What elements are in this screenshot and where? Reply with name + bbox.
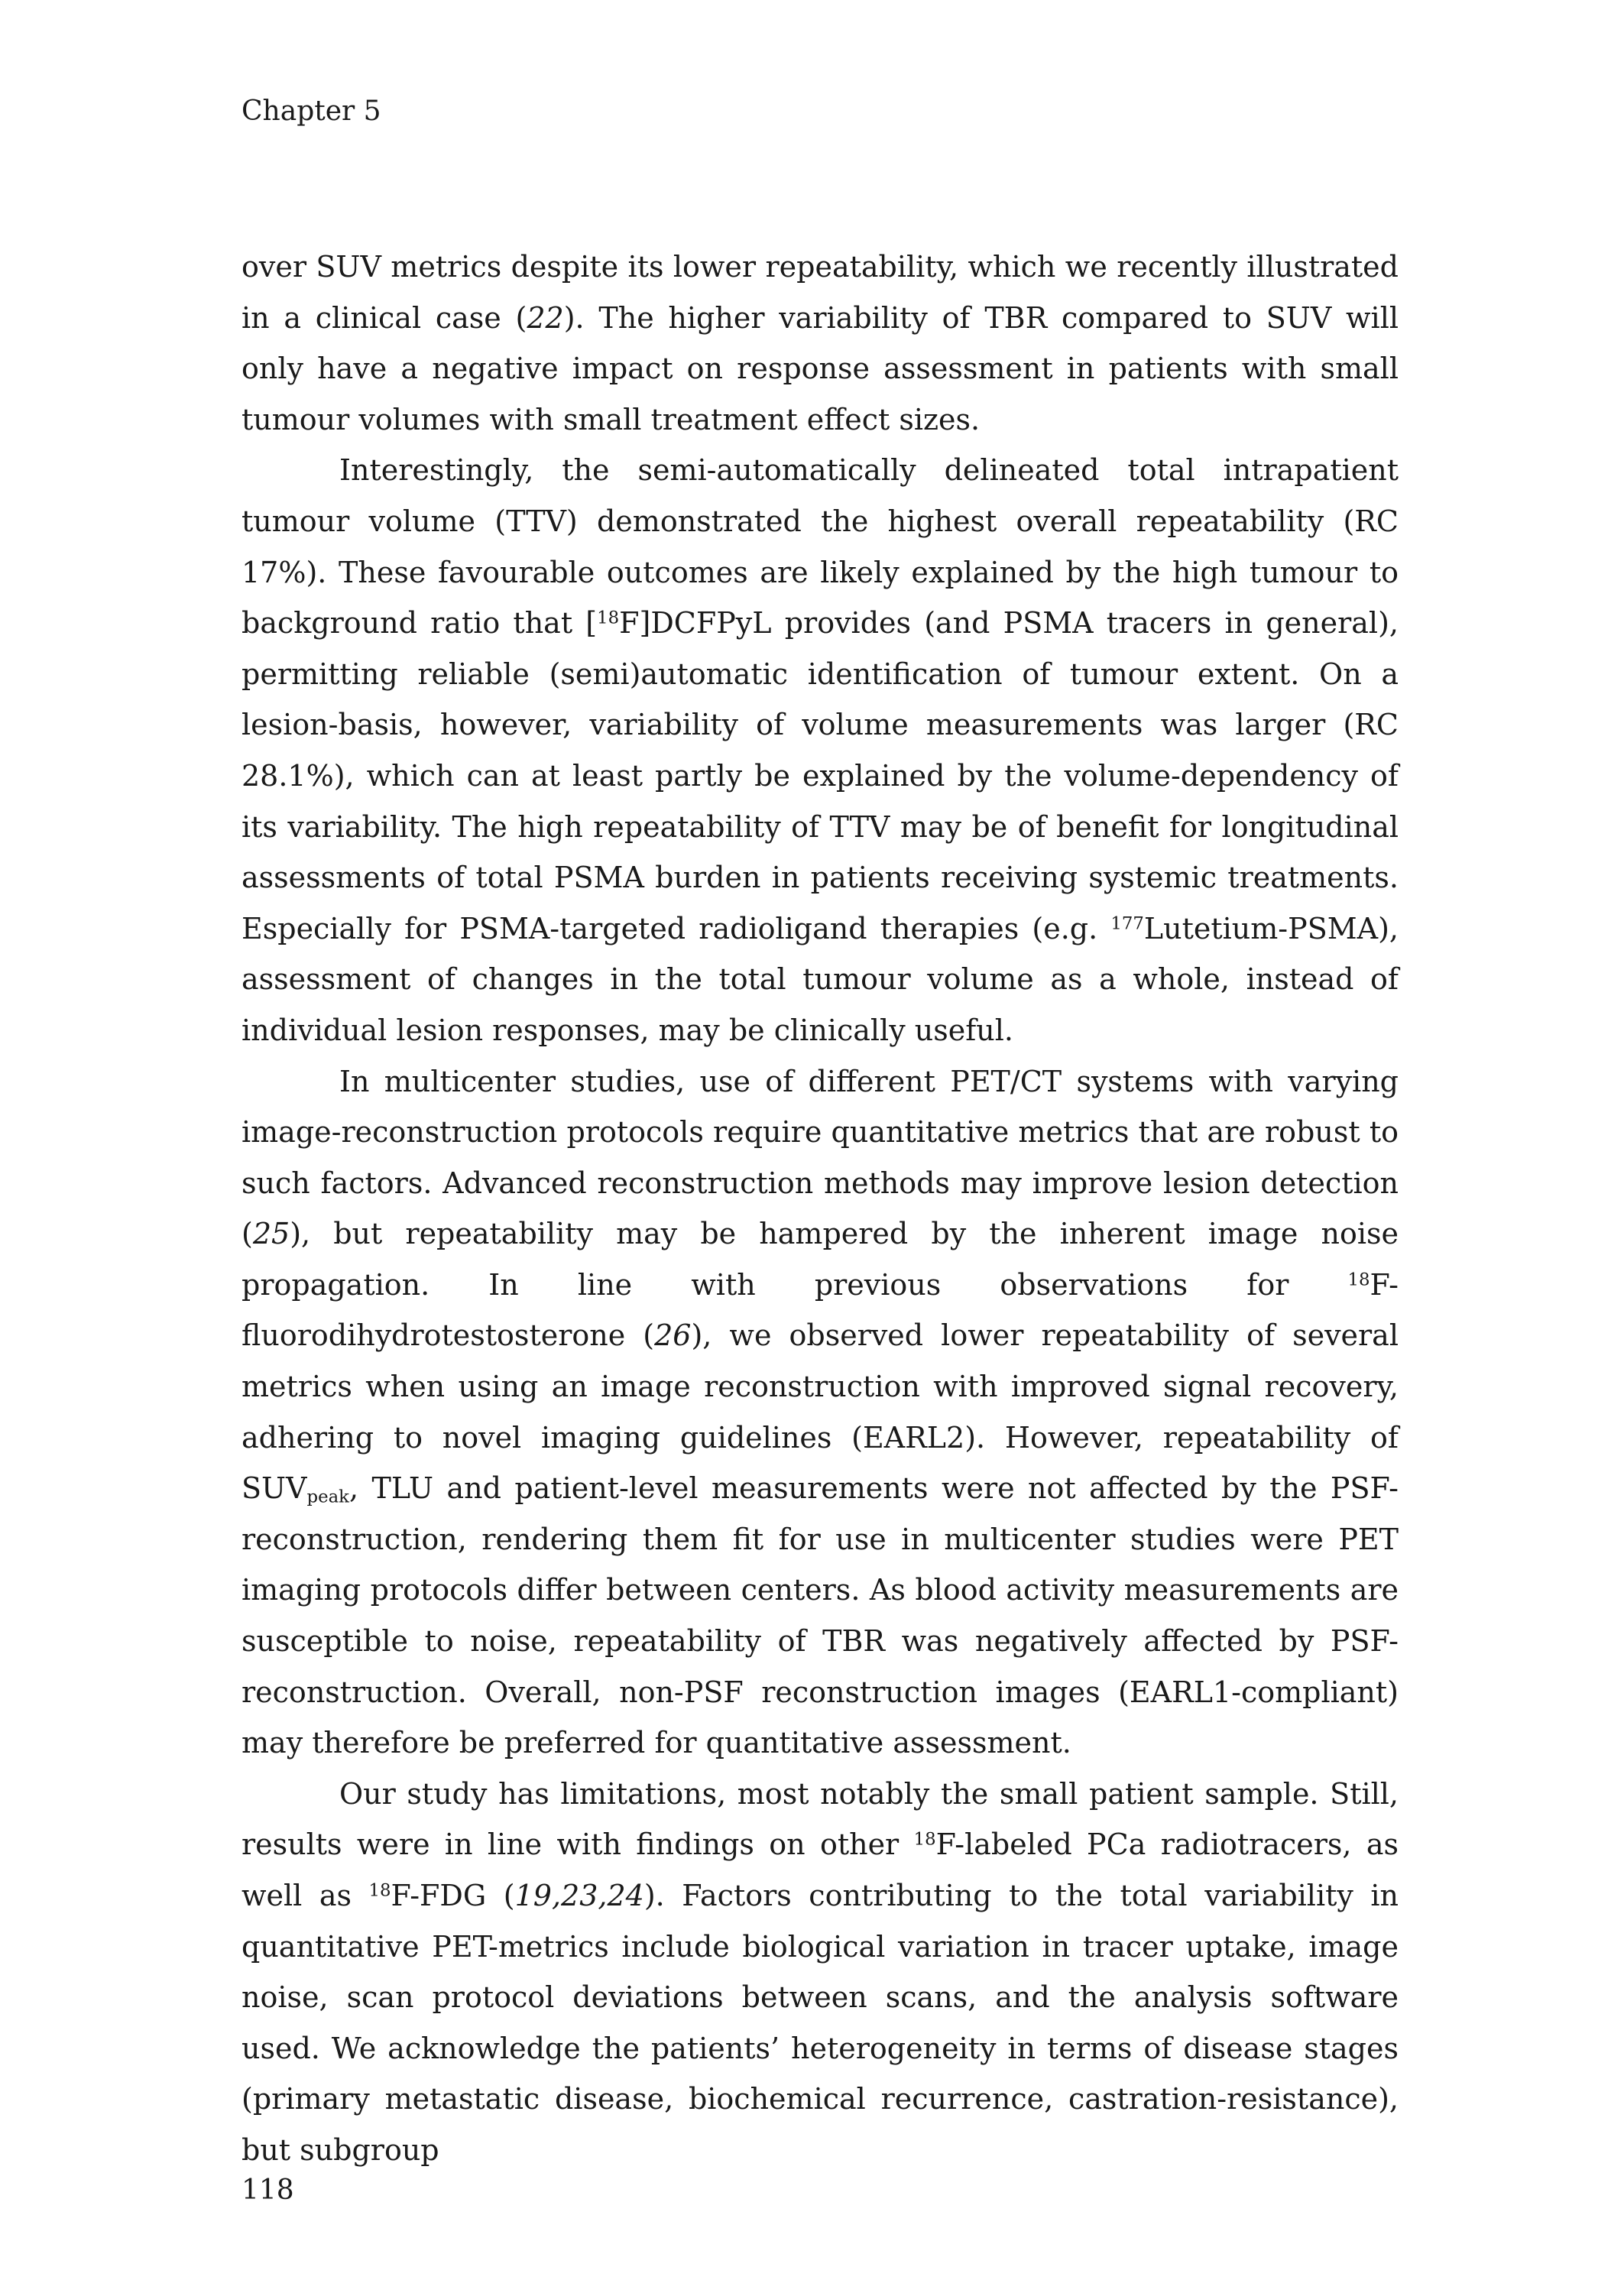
text-run: over SUV metrics despite its lower repeatability, which we recently illustrated in a clinical case (: [241, 250, 1399, 335]
paragraph-3: [241, 1056, 1399, 1769]
page-number: 118: [241, 2175, 294, 2206]
paragraph-1: [241, 242, 1399, 445]
text-run: F-fluorodihydrotestosterone (: [241, 1267, 1399, 1353]
text-run: ). The higher variability of TBR compared to SUV will only have a negative impact on response assessment in patients with small tumour volumes with small treatment effect sizes.: [241, 300, 1399, 436]
text-run: Our study has limitations, most notably the small patient sample. Still, results were in line with findings on other: [241, 1776, 1399, 1862]
isotope-superscript: 177: [1110, 913, 1144, 934]
text-run: Interestingly, the semi-automatically delineated total intrapatient tumour volume (TTV) demonstrated the highest overall repeatability (RC 17%). These favourable outcomes are likely explained by the high tumour to background ratio that [: [241, 453, 1399, 641]
citation-ref: 22: [527, 300, 564, 335]
text-run: F-labeled PCa radiotracers, as well as: [241, 1828, 1399, 1912]
paragraph-4: [241, 1769, 1399, 2176]
citation-ref: 26: [654, 1318, 692, 1353]
text-run: ), we observed lower repeatability of several metrics when using an image reconstruction with improved signal recovery, adhering to novel imaging guidelines (EARL2). However, repeatability of SUV: [241, 1318, 1399, 1506]
text-run: ), but repeatability may be hampered by the inherent image noise propagation. In line with previous observations for: [241, 1217, 1399, 1302]
subscript: peak: [306, 1487, 349, 1507]
isotope-superscript: 18: [913, 1829, 936, 1850]
text-run: F]DCFPyL provides (and PSMA tracers in general), permitting reliable (semi)automatic identification of tumour extent. On a lesion-basis, however, variability of volume measurements was larger (RC 28.1%), which can at least partly be explained by the volume-dependency of its variability. The high repeatability of TTV may be of benefit for longitudinal assessments of total PSMA burden in patients receiving systemic treatments. Especially for PSMA-targeted radioligand therapies (e.g.: [241, 606, 1399, 945]
text-run: Lutetium-PSMA), assessment of changes in the total tumour volume as a whole, instead of individual lesion responses, may be clinically useful.: [241, 911, 1399, 1047]
citation-ref: 25: [252, 1217, 290, 1251]
paragraph-2: [241, 445, 1399, 1056]
text-run: In multicenter studies, use of different PET/CT systems with varying image-reconstruction protocols require quantitative metrics that are robust to such factors. Advanced reconstruction methods may improve lesion detection (: [241, 1064, 1399, 1251]
isotope-superscript: 18: [597, 608, 620, 628]
text-run: ). Factors contributing to the total variability in quantitative PET-metrics include biological variation in tracer uptake, image noise, scan protocol deviations between scans, and the analysis software used. We acknowledge the patients’ heterogeneity in terms of disease stages (primary metastatic disease, biochemical recurrence, castration-resistance), but subgroup: [241, 1879, 1399, 2167]
citation-ref: 19,23,24: [514, 1879, 644, 1912]
isotope-superscript: 18: [1347, 1270, 1370, 1290]
body-text: [241, 242, 1399, 2176]
chapter-header: Chapter 5: [241, 96, 381, 127]
text-run: , TLU and patient-level measurements were not affected by the PSF-reconstruction, rendering them fit for use in multicenter studies were PET imaging protocols differ between centers. As blood activity measurements are susceptible to noise, repeatability of TBR was negatively affected by PSF-reconstruction. Overall, non-PSF reconstruction images (EARL1-compliant) may therefore be preferred for quantitative assessment.: [241, 1471, 1399, 1760]
text-run: F-FDG (: [391, 1879, 515, 1912]
isotope-superscript: 18: [368, 1880, 391, 1901]
